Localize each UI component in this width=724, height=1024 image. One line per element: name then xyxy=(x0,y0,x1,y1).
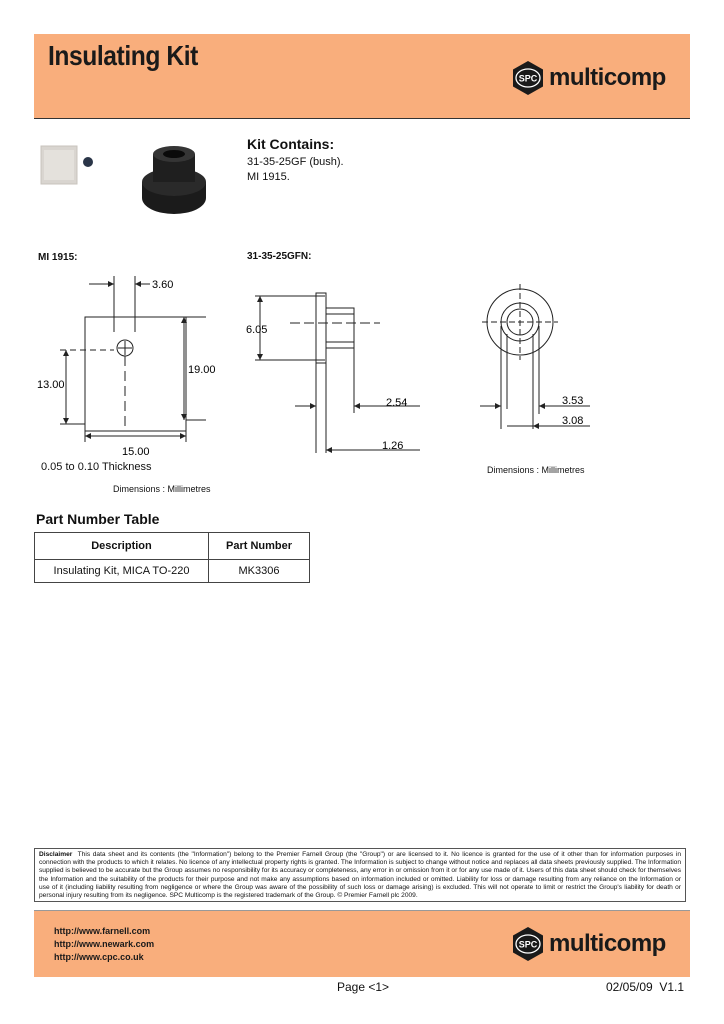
brand-name: multicomp xyxy=(549,64,666,91)
table-header: Description xyxy=(35,533,209,560)
page-title: Insulating Kit xyxy=(48,40,198,71)
kit-item: MI 1915. xyxy=(247,171,290,183)
kit-item: 31-35-25GF (bush). xyxy=(247,156,344,168)
table-cell: Insulating Kit, MICA TO-220 xyxy=(35,560,209,583)
table-header: Part Number xyxy=(209,533,310,560)
bush-front-drawing xyxy=(470,284,610,434)
part-number-table xyxy=(34,532,310,583)
product-photos xyxy=(36,140,226,220)
dim-label: 2.54 xyxy=(386,397,408,409)
table-row xyxy=(35,560,310,583)
disclaimer-text: This data sheet and its contents (the "Information") belong to the Premier Farnell Group (the "Group") or are licensed to it. No licence is granted for the use of it other than for information purposes in connection with the products to which it relates. No licence of any intellectual property rights is granted. The Information is subject to change without notice and replaces all data sheets previously supplied. The Information supplied is believed to be accurate but the Group assumes no responsibility for its accuracy or completeness, any error in or omission from it or for any use made of it. Users of this data sheet should check for themselves the Information and the suitability of the products for their purpose and not make any assumptions based on information included or omitted. Liability for loss or damage resulting from any reliance on the Information or use of it (including liability resulting from negligence or where the Group was aware of the possibility of such loss or damage arising) is excluded. This will not operate to limit or restrict the Group's liability for death or personal injury resulting from its negligence. SPC Multicomp is the registered trademark of the Group. © Premier Farnell plc 2009. xyxy=(39,851,681,900)
dim-label: 13.00 xyxy=(37,379,65,391)
units-note: Dimensions : Millimetres xyxy=(113,484,211,494)
thickness-note: 0.05 to 0.10 Thickness xyxy=(41,461,152,473)
dim-label: 3.60 xyxy=(152,279,174,291)
dim-label: 19.00 xyxy=(188,364,216,376)
brand-logo xyxy=(510,60,666,96)
page-number: Page <1> xyxy=(337,980,390,994)
date-version: 02/05/09 V1.1 xyxy=(606,980,685,994)
dim-label: 6.05 xyxy=(246,324,268,336)
footer-band xyxy=(34,910,690,977)
bush-image xyxy=(142,146,206,214)
spc-hexagon-icon xyxy=(510,926,546,962)
svg-text:SPC: SPC xyxy=(518,73,538,84)
mi1915-drawing xyxy=(34,270,234,470)
svg-text:SPC: SPC xyxy=(518,939,538,950)
part-table-heading: Part Number Table xyxy=(36,511,160,527)
footer-links xyxy=(54,925,154,964)
spc-hexagon-icon xyxy=(510,60,546,96)
footer-brand-logo xyxy=(510,926,666,962)
table-cell: MK3306 xyxy=(209,560,310,583)
units-note: Dimensions : Millimetres xyxy=(487,465,585,475)
footer-link[interactable]: http://www.farnell.com xyxy=(54,926,151,936)
bush-side-drawing xyxy=(240,278,430,458)
header-band xyxy=(34,34,690,119)
brand-name: multicomp xyxy=(549,930,666,957)
disclaimer-box xyxy=(34,848,686,902)
disclaimer-label: Disclaimer xyxy=(39,851,73,858)
dim-label: 3.08 xyxy=(562,415,584,427)
dim-label: 3.53 xyxy=(562,395,584,407)
footer-link[interactable]: http://www.cpc.co.uk xyxy=(54,952,144,962)
bush-label: 31-35-25GFN: xyxy=(247,251,312,262)
kit-items xyxy=(247,155,344,185)
footer-link[interactable]: http://www.newark.com xyxy=(54,939,155,949)
kit-heading: Kit Contains: xyxy=(247,136,335,152)
dim-label: 15.00 xyxy=(122,446,150,458)
mica-sheet-image xyxy=(41,146,93,184)
mi1915-label: MI 1915: xyxy=(38,252,78,263)
dim-label: 1.26 xyxy=(382,440,404,452)
